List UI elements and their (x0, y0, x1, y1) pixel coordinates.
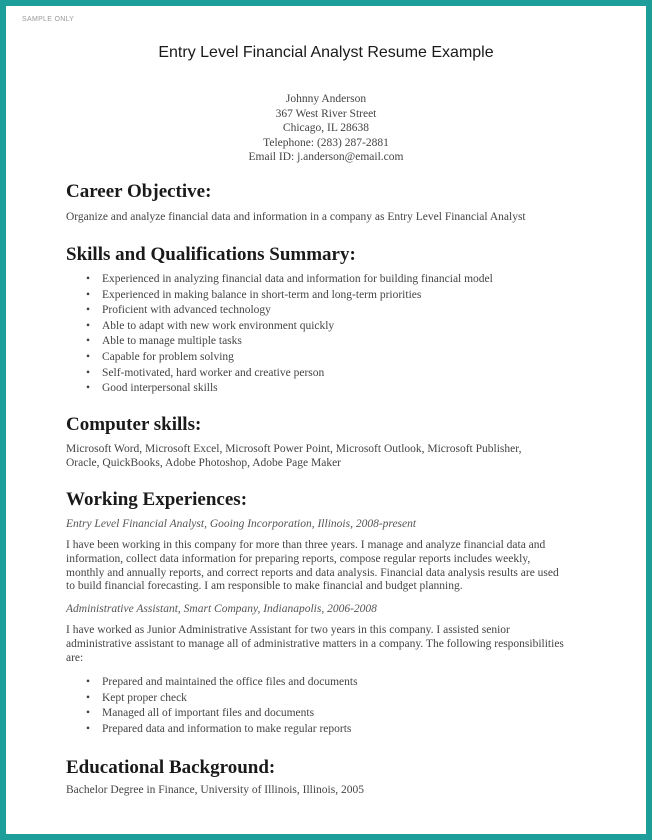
list-item: • Self-motivated, hard worker and creative person (86, 366, 493, 382)
job1-text: I have been working in this company for more than three years. I manage and analyze financial data and information, collect data information for preparing reports, compose regular reports includes weekly, monthly and annually reports, and correct reports and data analysis. Financial data analysis results are used to build financial forecasting. I am responsible to make financial and budget planning. (66, 539, 559, 593)
contact-block (0, 92, 652, 165)
list-item: • Prepared and maintained the office files and documents (86, 675, 358, 691)
computer-skills-line: Microsoft Word, Microsoft Excel, Microsoft Power Point, Microsoft Outlook, Microsoft Publisher, (66, 443, 522, 455)
job2-title: Administrative Assistant, Smart Company, Indianapolis, 2006-2008 (66, 603, 377, 615)
list-item: • Able to manage multiple tasks (86, 334, 493, 350)
list-item: • Able to adapt with new work environment quickly (86, 319, 493, 335)
career-objective-heading: Career Objective: (66, 181, 212, 202)
contact-city: Chicago, IL 28638 (282, 122, 370, 135)
job1-title: Entry Level Financial Analyst, Gooing Incorporation, Illinois, 2008-present (66, 518, 417, 530)
contact-name: Johnny Anderson (285, 93, 367, 105)
list-item: • Kept proper check (86, 691, 358, 707)
education-text: Bachelor Degree in Finance, University of Illinois, Illinois, 2005 (66, 784, 364, 796)
education-heading: Educational Background: (66, 757, 276, 778)
list-item: • Prepared data and information to make regular reports (86, 722, 358, 738)
watermark: SAMPLE ONLY (22, 16, 75, 23)
career-objective-text: Organize and analyze financial data and information in a company as Entry Level Financial Analyst (66, 211, 526, 223)
list-item: • Capable for problem solving (86, 350, 493, 366)
contact-email: Email ID: j.anderson@email.com (248, 151, 404, 164)
list-item: • Experienced in making balance in short-term and long-term priorities (86, 288, 493, 304)
work-heading: Working Experiences: (66, 489, 248, 510)
list-item: • Proficient with advanced technology (86, 303, 493, 319)
contact-street: 367 West River Street (275, 107, 377, 120)
skills-list (86, 272, 493, 397)
list-item: • Experienced in analyzing financial data and information for building financial model (86, 272, 493, 288)
skills-heading: Skills and Qualifications Summary: (66, 244, 356, 265)
list-item: • Good interpersonal skills (86, 381, 493, 397)
page-title: Entry Level Financial Analyst Resume Example (158, 44, 494, 61)
computer-skills-heading: Computer skills: (66, 414, 202, 435)
contact-phone: Telephone: (283) 287-2881 (263, 136, 389, 149)
computer-skills-line: Oracle, QuickBooks, Adobe Photoshop, Adobe Page Maker (66, 456, 342, 469)
job2-duties-list (86, 675, 358, 737)
computer-skills-text (66, 443, 606, 471)
job2-text: I have worked as Junior Administrative Assistant for two years in this company. I assisted senior administrative assistant to manage all of administrative matters in a company. The following responsibilities are: (66, 624, 564, 664)
list-item: • Managed all of important files and documents (86, 706, 358, 722)
